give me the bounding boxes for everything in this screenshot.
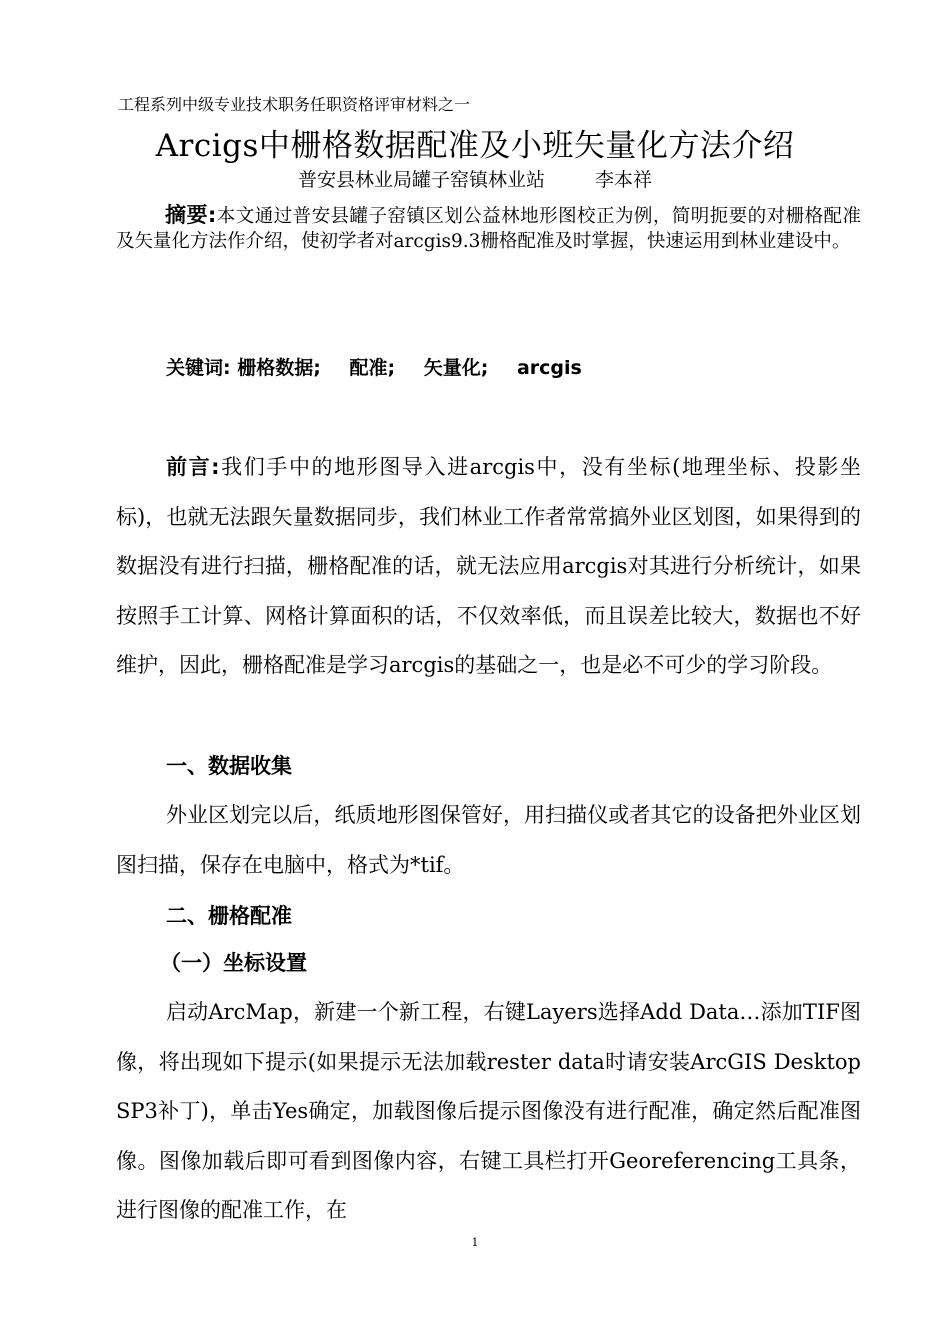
author-name: 李本祥 — [595, 169, 653, 191]
section-heading-raster-registration: 二、栅格配准 — [166, 904, 292, 928]
keyword-item: arcgis — [516, 357, 582, 379]
subsection-heading-coordinate-setup: （一）坐标设置 — [160, 951, 307, 975]
series-line: 工程系列中级专业技术职务任职资格评审材料之一 — [118, 95, 471, 114]
affiliation: 普安县林业局罐子窑镇林业站 — [297, 169, 545, 191]
intro-label: 前言: — [166, 455, 220, 479]
keyword-item: 矢量化; — [423, 357, 489, 379]
section-heading-data-collection: 一、数据收集 — [166, 754, 292, 778]
author-line — [0, 165, 950, 192]
page-number: 1 — [471, 1236, 479, 1249]
keywords-line — [166, 353, 582, 380]
section-paragraph-coordinate-setup: 启动ArcMap，新建一个新工程，右键Layers选择Add Data…添加TIF图像，将出现如下提示(如果提示无法加载rester data时请安装ArcGIS Desktop SP3补丁)，单击Yes确定，加载图像后提示图像没有进行配准，确定然后配准图像。图像加载后即可看到图像内容，右键工具栏打开Georeferencing工具条，进行图像的配准工作，在 — [116, 1000, 861, 1222]
intro-paragraph — [116, 443, 861, 691]
keyword-item: 配准; — [349, 357, 396, 379]
abstract-label: 摘要: — [165, 203, 217, 227]
abstract-text: 本文通过普安县罐子窑镇区划公益林地形图校正为例，简明扼要的对栅格配准及矢量化方法作介绍，使初学者对arcgis9.3栅格配准及时掌握，快速运用到林业建设中。 — [116, 206, 861, 252]
page-title: Arcigs中栅格数据配准及小班矢量化方法介绍 — [155, 128, 795, 164]
section-paragraph-data-collection: 外业区划完以后，纸质地形图保管好，用扫描仪或者其它的设备把外业区划图扫描，保存在电脑中，格式为*tif。 — [116, 803, 861, 877]
abstract-paragraph — [116, 203, 861, 254]
keywords-label: 关键词: — [166, 357, 231, 379]
intro-text: 我们手中的地形图导入进arcgis中，没有坐标(地理坐标、投影坐标)，也就无法跟矢量数据同步，我们林业工作者常常搞外业区划图，如果得到的数据没有进行扫描，栅格配准的话，就无法应用arcgis对其进行分析统计，如果按照手工计算、网格计算面积的话，不仅效率低，而且误差比较大，数据也不好维护，因此，栅格配准是学习arcgis的基础之一，也是必不可少的学习阶段。 — [116, 455, 861, 677]
keyword-item: 栅格数据; — [237, 357, 321, 379]
